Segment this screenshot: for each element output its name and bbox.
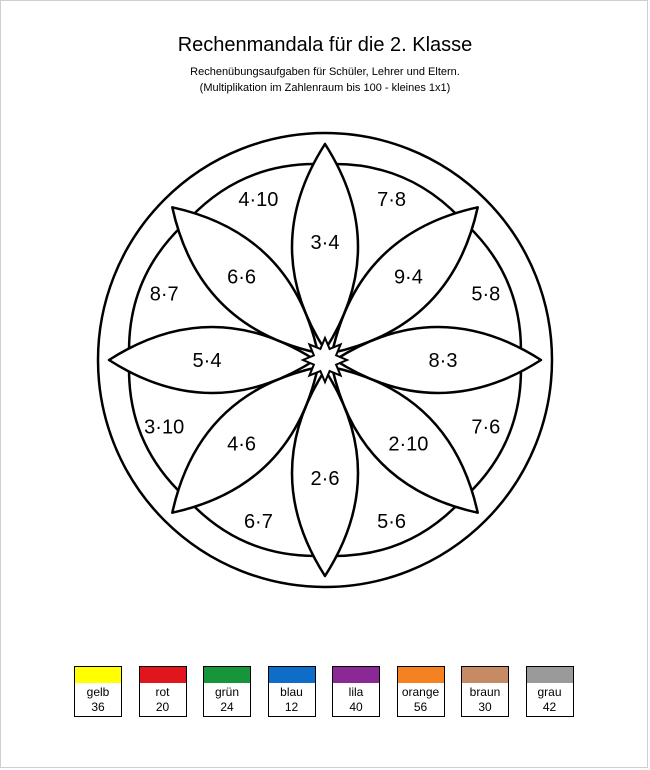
petal-task-label: 2·10 <box>388 433 429 456</box>
color-legend <box>74 666 584 720</box>
legend-color-name: gelb <box>86 685 110 699</box>
petal-task-label: 9·4 <box>393 266 423 289</box>
legend-swatch <box>139 666 187 684</box>
legend-result-value: 56 <box>413 700 428 714</box>
legend-result-value: 30 <box>478 700 492 714</box>
cell-task-label: 5·8 <box>471 283 501 306</box>
legend-color-name: blau <box>280 685 303 699</box>
legend-key <box>139 666 187 718</box>
legend-swatch <box>332 666 380 684</box>
page-subtitle-range: (Multiplikation im Zahlenraum bis 100 - kleines 1x1) <box>199 82 451 94</box>
legend-result-value: 20 <box>155 700 170 714</box>
legend-result-value: 40 <box>349 700 363 714</box>
legend-color-name: lila <box>348 685 364 699</box>
legend-swatch <box>74 666 122 684</box>
petal-task-label: 8·3 <box>428 350 458 372</box>
legend-result-value: 42 <box>542 700 557 714</box>
page-subtitle: Rechenübungsaufgaben für Schüler, Lehrer und Eltern. <box>190 66 460 78</box>
cell-task-label: 7·6 <box>471 416 501 439</box>
petal-task-label: 5·4 <box>192 350 222 372</box>
legend-key <box>268 666 316 718</box>
legend-color-name: orange <box>401 685 440 699</box>
legend-color-name: grün <box>214 685 240 699</box>
center-star <box>303 338 347 382</box>
legend-swatch <box>526 666 574 684</box>
legend-result-value: 36 <box>91 700 105 714</box>
legend-key <box>526 666 574 718</box>
legend-key <box>397 666 445 718</box>
legend-swatch <box>203 666 251 684</box>
legend-key <box>461 666 509 718</box>
petal-task-label: 2·6 <box>310 468 340 490</box>
legend-key <box>74 666 122 718</box>
legend-swatch <box>397 666 445 684</box>
cell-task-label: 6·7 <box>243 510 273 533</box>
legend-result-value: 24 <box>220 700 234 714</box>
cell-task-label: 3·10 <box>144 416 185 439</box>
cell-task-label: 4·10 <box>238 189 279 212</box>
petal-task-label: 6·6 <box>227 266 257 289</box>
legend-swatch <box>268 666 316 684</box>
page-title: Rechenmandala für die 2. Klasse <box>177 34 473 56</box>
legend-swatch <box>461 666 509 684</box>
cell-task-label: 5·6 <box>377 510 407 533</box>
cell-task-label: 8·7 <box>149 283 179 306</box>
legend-key <box>332 666 380 718</box>
legend-color-name: braun <box>469 685 501 699</box>
petal-task-label: 3·4 <box>310 232 340 254</box>
legend-color-name: grau <box>537 685 562 699</box>
legend-color-name: rot <box>155 685 170 699</box>
cell-task-label: 7·8 <box>377 189 407 212</box>
legend-result-value: 12 <box>284 700 299 714</box>
legend-key <box>203 666 251 718</box>
petal-task-label: 4·6 <box>227 433 257 456</box>
